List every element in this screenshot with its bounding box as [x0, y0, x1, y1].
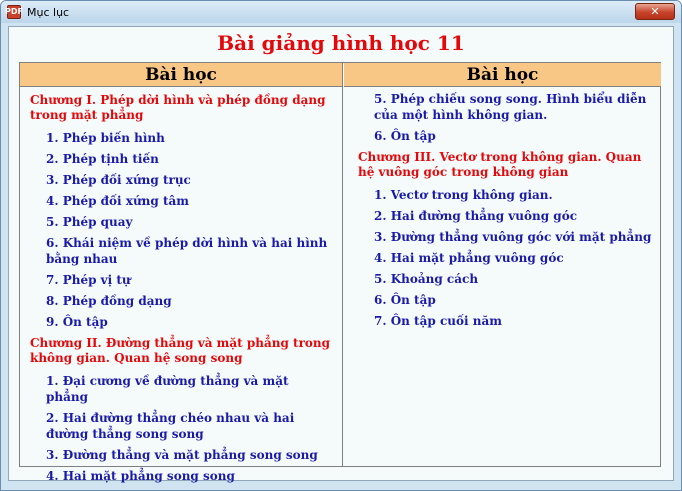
lesson-item[interactable]: 6. Ôn tập	[374, 293, 436, 307]
lesson-item[interactable]: 7. Phép vị tự	[46, 273, 131, 287]
lesson-item[interactable]: 1. Vectơ trong không gian.	[374, 188, 553, 202]
chapter-3-heading[interactable]: Chương III. Vectơ trong không gian. Quan hệ vuông góc trong không gian	[358, 150, 642, 179]
lesson-item[interactable]: 2. Hai đường thẳng vuông góc	[374, 209, 577, 223]
pdf-app-icon	[7, 5, 21, 19]
lesson-item[interactable]: 5. Phép quay	[46, 215, 133, 229]
close-icon: ✕	[650, 5, 660, 18]
lesson-item[interactable]: 8. Phép đồng dạng	[46, 294, 172, 308]
lesson-item[interactable]: 3. Đường thẳng và mặt phẳng song song	[46, 448, 318, 462]
lesson-item[interactable]: 3. Đường thẳng vuông góc với mặt phẳng	[374, 230, 652, 244]
lesson-item[interactable]: 1. Đại cương về đường thẳng và mặt phẳng	[46, 374, 289, 404]
lesson-table	[19, 62, 661, 483]
lesson-item[interactable]: 5. Khoảng cách	[374, 272, 479, 286]
window-title: Mục lục	[27, 5, 70, 19]
lesson-item[interactable]: 1. Phép biến hình	[46, 131, 165, 145]
lesson-item[interactable]: 2. Phép tịnh tiến	[46, 152, 159, 166]
content-area	[8, 26, 674, 481]
lesson-item[interactable]: 2. Hai đường thẳng chéo nhau và hai đường thẳng song song	[46, 411, 295, 441]
chapter-2-heading[interactable]: Chương II. Đường thẳng và mặt phẳng trong không gian. Quan hệ song song	[30, 336, 331, 365]
title-bar[interactable]	[1, 1, 681, 23]
lesson-item[interactable]: 4. Hai mặt phẳng vuông góc	[374, 251, 564, 265]
lesson-item[interactable]: 9. Ôn tập	[46, 315, 108, 329]
lesson-item[interactable]: 6. Khái niệm về phép dời hình và hai hình bằng nhau	[46, 236, 328, 266]
lesson-item[interactable]: 4. Hai mặt phẳng song song	[46, 469, 235, 483]
left-column-header: Bài học	[20, 63, 342, 87]
right-column-header: Bài học	[344, 63, 661, 87]
app-icon-label: PDF	[5, 7, 23, 16]
lesson-item[interactable]: 4. Phép đối xứng tâm	[46, 194, 189, 208]
lesson-item[interactable]: 5. Phép chiếu song song. Hình biểu diễn của một hình không gian.	[374, 92, 647, 122]
left-column	[20, 63, 343, 483]
page-title: Bài giảng hình học 11	[217, 31, 465, 55]
right-column	[344, 63, 661, 466]
lesson-item[interactable]: 3. Phép đối xứng trục	[46, 173, 191, 187]
chapter-1-heading[interactable]: Chương I. Phép dời hình và phép đồng dạng trong mặt phẳng	[30, 93, 326, 122]
lesson-item[interactable]: 7. Ôn tập cuối năm	[374, 314, 502, 328]
lesson-item[interactable]: 6. Ôn tập	[374, 129, 436, 143]
close-button[interactable]	[635, 3, 675, 20]
